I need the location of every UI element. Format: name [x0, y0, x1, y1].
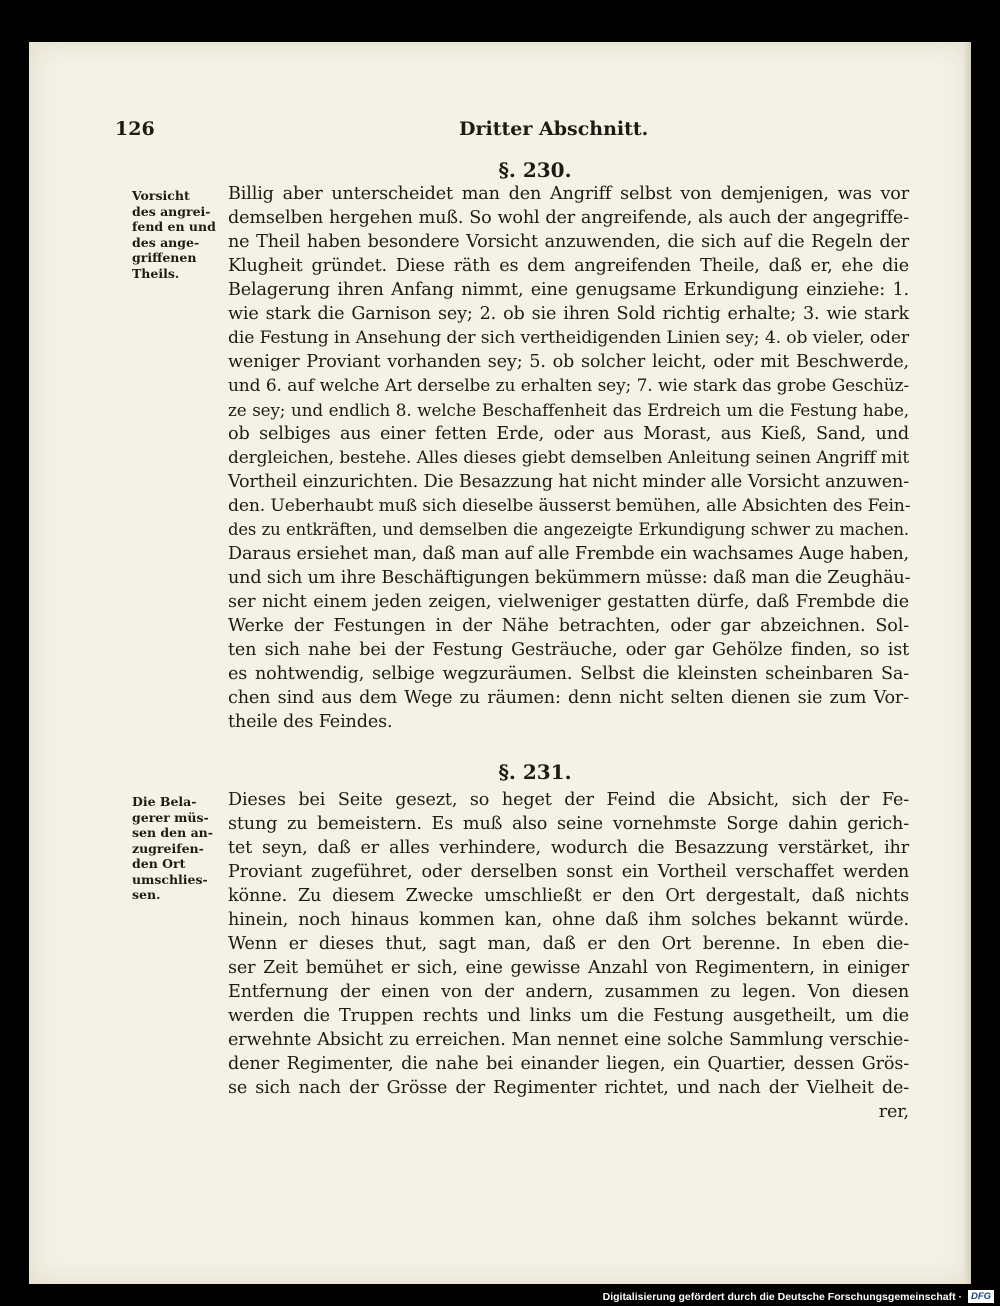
body-line: ten sich nahe bei der Festung Gesträuche, oder gar Gehölze finden, so ist	[228, 640, 909, 660]
body-line: und sich um ihre Beschäftigungen bekümmern müsse: daß man die Zeughäu-	[228, 568, 911, 588]
body-line: wie stark die Garnison sey; 2. ob sie ihren Sold richtig erhalte; 3. wie stark	[228, 304, 909, 324]
margin-note-line: den Ort	[132, 856, 186, 871]
margin-note-line: sen den an-	[132, 825, 213, 840]
section-heading-231: §. 231.	[498, 760, 572, 784]
body-line: Daraus ersiehet man, daß man auf alle Frembde ein wachsames Auge haben,	[228, 544, 909, 564]
body-line: Vortheil einzurichten. Die Besazzung hat nicht minder alle Vorsicht anzuwen-	[228, 472, 909, 492]
margin-note-line: gerer müs-	[132, 809, 209, 825]
body-line: Werke der Festungen in der Nähe betrachten, oder gar abzeichnen. Sol-	[228, 616, 909, 636]
body-line: Belagerung ihren Anfang nimmt, eine genugsame Erkundigung einziehe: 1.	[228, 280, 909, 300]
body-line: Klugheit gründet. Diese räth es dem angreifenden Theile, daß er, ehe die	[228, 256, 909, 276]
body-line: tet seyn, daß er alles verhindere, wodurch die Besazzung verstärket, ihr	[228, 838, 909, 858]
body-line: theile des Feindes.	[228, 712, 393, 732]
body-line: und 6. auf welche Art derselbe zu erhalten sey; 7. wie stark das grobe Geschüz-	[228, 376, 909, 396]
body-line: Dieses bei Seite gesezt, so heget der Feind die Absicht, sich der Fe-	[228, 790, 909, 810]
margin-note-line: des ange-	[132, 234, 200, 250]
body-line: könne. Zu diesem Zwecke umschließt er den Ort dergestalt, daß nichts	[228, 886, 909, 906]
header-title: Dritter Abschnitt.	[459, 118, 649, 140]
catchword: rer,	[878, 1102, 909, 1122]
digitization-credit: Digitalisierung gefördert durch die Deutsche Forschungsgemeinschaft ·	[602, 1291, 962, 1303]
body-line: ob selbiges aus einer fetten Erde, oder aus Morast, aus Kieß, Sand, und	[228, 424, 909, 444]
margin-note-231	[132, 794, 222, 903]
margin-note-line: griffenen	[132, 250, 197, 265]
body-line: ne Theil haben besondere Vorsicht anzuwenden, die sich auf die Regeln der	[228, 232, 909, 252]
margin-note-line: sen.	[132, 887, 161, 902]
body-line: Proviant zugeführet, oder derselben sonst ein Vortheil verschaffet werden	[228, 862, 909, 882]
body-line: erwehnte Absicht zu erreichen. Man nennet eine solche Sammlung verschie-	[228, 1030, 909, 1050]
body-line: demselben hergehen muß. So wohl der angreifende, als auch der angegriffe-	[228, 208, 909, 228]
body-line: chen sind aus dem Wege zu räumen: denn nicht selten dienen sie zum Vor-	[228, 688, 909, 708]
margin-note-line: Theils.	[132, 265, 180, 281]
body-line: hinein, noch hinaus kommen kan, ohne daß ihm solches bekannt würde.	[228, 910, 909, 930]
margin-note-line: Die Bela-	[132, 794, 197, 809]
page-number: 126	[115, 118, 155, 140]
margin-note-line: umschlies-	[132, 871, 208, 887]
body-line: weniger Proviant vorhanden sey; 5. ob solcher leicht, oder mit Beschwerde,	[228, 352, 909, 372]
page-edge-shadow	[964, 42, 971, 1284]
margin-note-line: zugreifen-	[132, 840, 204, 856]
body-line: Billig aber unterscheidet man den Angriff selbst von demjenigen, was vor	[228, 184, 909, 204]
body-line: se sich nach der Grösse der Regimenter richtet, und nach der Vielheit de-	[228, 1078, 909, 1098]
body-line: ze sey; und endlich 8. welche Beschaffenheit das Erdreich um die Festung habe,	[228, 400, 909, 420]
margin-note-230	[132, 188, 222, 281]
body-line: es nohtwendig, selbige wegzuräumen. Selbst die kleinsten scheinbaren Sa-	[228, 664, 909, 684]
section-heading-230: §. 230.	[498, 158, 572, 182]
running-head	[29, 118, 971, 142]
margin-note-line: des angrei-	[132, 203, 211, 219]
scanned-page	[29, 42, 971, 1284]
margin-note-line: fend en und	[132, 219, 216, 234]
body-line: stung zu bemeistern. Es muß also seine vornehmste Sorge dahin gerich-	[228, 814, 909, 834]
body-line: ser nicht einem jeden zeigen, vielweniger gestatten dürfe, daß Frembde die	[228, 592, 909, 612]
body-line: ser Zeit bemühet er sich, eine gewisse Anzahl von Regimentern, in einiger	[228, 958, 909, 978]
margin-note-line: Vorsicht	[132, 188, 190, 203]
body-line: Wenn er dieses thut, sagt man, daß er den Ort berenne. In eben die-	[228, 934, 909, 954]
body-line: den. Ueberhaubt muß sich dieselbe äusserst bemühen, alle Absichten des Fein-	[228, 496, 911, 516]
body-line: werden die Truppen rechts und links um die Festung ausgetheilt, um die	[228, 1006, 909, 1026]
body-line: Entfernung der einen von der andern, zusammen zu legen. Von diesen	[228, 982, 909, 1002]
body-line: die Festung in Ansehung der sich vertheidigenden Linien sey; 4. ob vieler, oder	[228, 328, 909, 348]
body-line: dergleichen, bestehe. Alles dieses giebt demselben Anleitung seinen Angriff mit	[228, 448, 909, 468]
dfg-logo-icon: DFG	[968, 1290, 994, 1303]
body-line: dener Regimenter, die nahe bei einander liegen, ein Quartier, dessen Grös-	[228, 1054, 909, 1074]
body-line: des zu entkräften, und demselben die angezeigte Erkundigung schwer zu machen.	[228, 520, 909, 539]
